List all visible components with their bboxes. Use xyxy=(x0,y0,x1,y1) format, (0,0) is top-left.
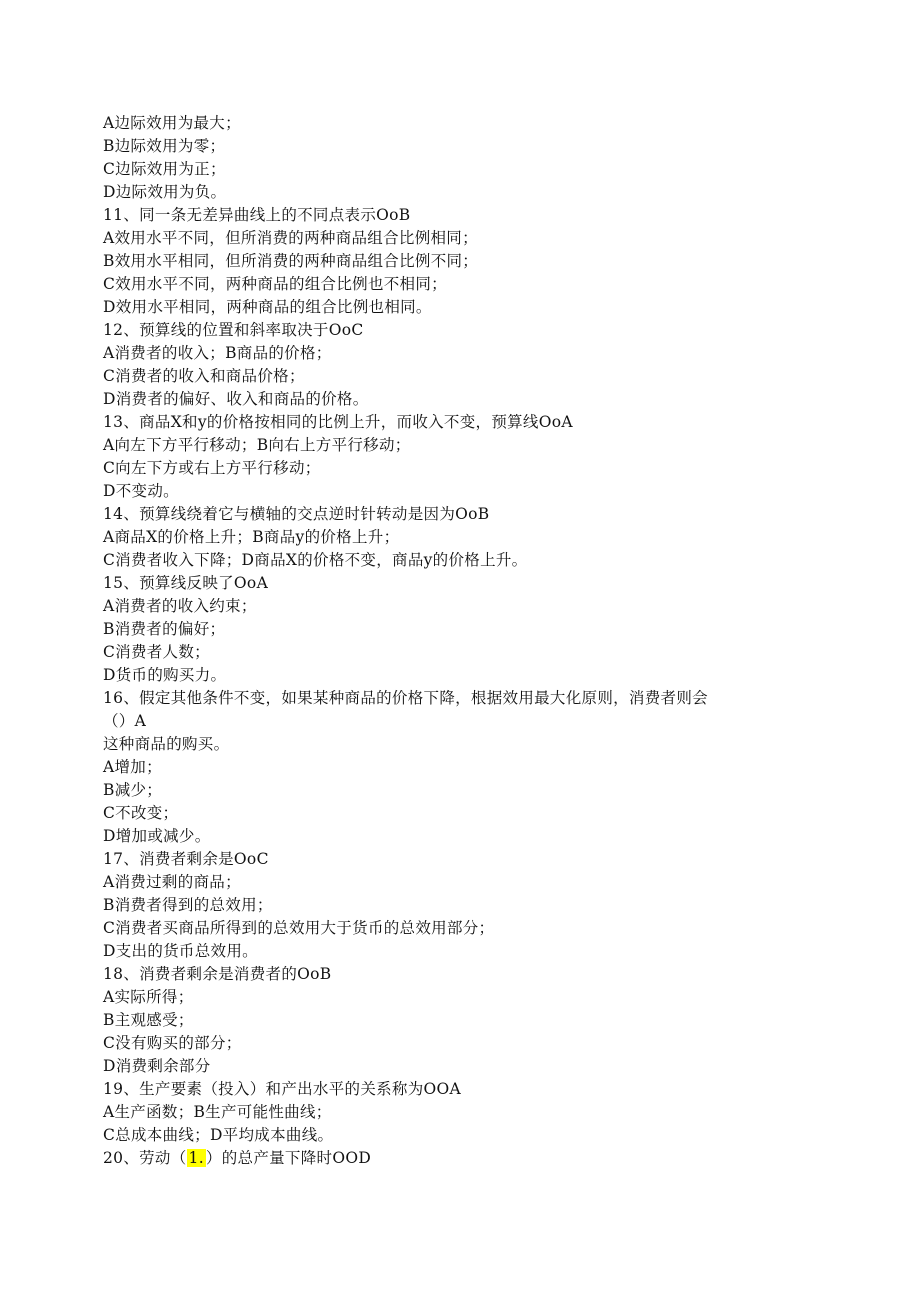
text-line: B主观感受； xyxy=(103,1011,194,1029)
text-line: C总成本曲线；D平均成本曲线。 xyxy=(103,1126,334,1144)
highlighted-text: 1. xyxy=(188,1149,204,1167)
text-line: C消费者买商品所得到的总效用大于货币的总效用部分； xyxy=(103,919,495,937)
question-line: 18、消费者剩余是消费者的OoB xyxy=(103,965,332,983)
text-line: D货币的购买力。 xyxy=(103,666,227,684)
text-line: A增加； xyxy=(103,758,162,776)
text-line: B消费者得到的总效用； xyxy=(103,896,273,914)
question-line: 17、消费者剩余是OoC xyxy=(103,850,269,868)
text-line: D消费者的偏好、收入和商品的价格。 xyxy=(103,390,369,408)
question-line: 13、商品X和y的价格按相同的比例上升，而收入不变，预算线OoA xyxy=(103,413,573,431)
question-line: 12、预算线的位置和斜率取决于OoC xyxy=(103,321,364,339)
text-line: D支出的货币总效用。 xyxy=(103,942,258,960)
text-line: B消费者的偏好； xyxy=(103,620,226,638)
text-line: C消费者的收入和商品价格； xyxy=(103,367,305,385)
text-line: C消费者收入下降；D商品X的价格不变，商品y的价格上升。 xyxy=(103,551,528,569)
text-line: C不改变； xyxy=(103,804,179,822)
text-line: 这种商品的购买。 xyxy=(103,735,230,753)
text-line: C没有购买的部分； xyxy=(103,1034,242,1052)
text-line: D增加或减少。 xyxy=(103,827,211,845)
text-line: A效用水平不同，但所消费的两种商品组合比例相同； xyxy=(103,229,478,247)
question-line: 11、同一条无差异曲线上的不同点表示OoB xyxy=(103,206,411,224)
text-line: C向左下方或右上方平行移动； xyxy=(103,459,321,477)
text-line: A消费者的收入约束； xyxy=(103,597,257,615)
text-line: A生产函数；B生产可能性曲线； xyxy=(103,1103,332,1121)
text-line: D消费剩余部分 xyxy=(103,1057,211,1075)
text-line: B边际效用为零； xyxy=(103,137,226,155)
text-line: A商品X的价格上升；B商品y的价格上升； xyxy=(103,528,400,546)
question-line: 15、预算线反映了OoA xyxy=(103,574,269,592)
text-line: C边际效用为正； xyxy=(103,160,226,178)
text-line: A消费过剩的商品； xyxy=(103,873,241,891)
text-line: A消费者的收入；B商品的价格； xyxy=(103,344,332,362)
question-line: 16、假定其他条件不变，如果某种商品的价格下降，根据效用最大化原则，消费者则会 xyxy=(103,689,708,707)
document-body xyxy=(103,112,823,1170)
question-line: 19、生产要素（投入）和产出水平的关系称为OOA xyxy=(103,1080,462,1098)
text-line: B减少； xyxy=(103,781,163,799)
text-line: A实际所得； xyxy=(103,988,194,1006)
text-line: C消费者人数； xyxy=(103,643,210,661)
text-line: D效用水平相同，两种商品的组合比例也相同。 xyxy=(103,298,432,316)
text-line: A向左下方平行移动；B向右上方平行移动； xyxy=(103,436,411,454)
text-line: D不变动。 xyxy=(103,482,179,500)
question-text-before: 20、劳动（ xyxy=(103,1149,187,1167)
text-line: （）A xyxy=(103,712,147,730)
text-line: A边际效用为最大； xyxy=(103,114,241,132)
question-text-after: ）的总产量下降时OOD xyxy=(205,1149,372,1167)
question-line-last xyxy=(103,1147,823,1170)
text-line: C效用水平不同，两种商品的组合比例也不相同； xyxy=(103,275,447,293)
text-line: B效用水平相同，但所消费的两种商品组合比例不同； xyxy=(103,252,479,270)
text-line: D边际效用为负。 xyxy=(103,183,227,201)
question-line: 14、预算线绕着它与横轴的交点逆时针转动是因为OoB xyxy=(103,505,490,523)
